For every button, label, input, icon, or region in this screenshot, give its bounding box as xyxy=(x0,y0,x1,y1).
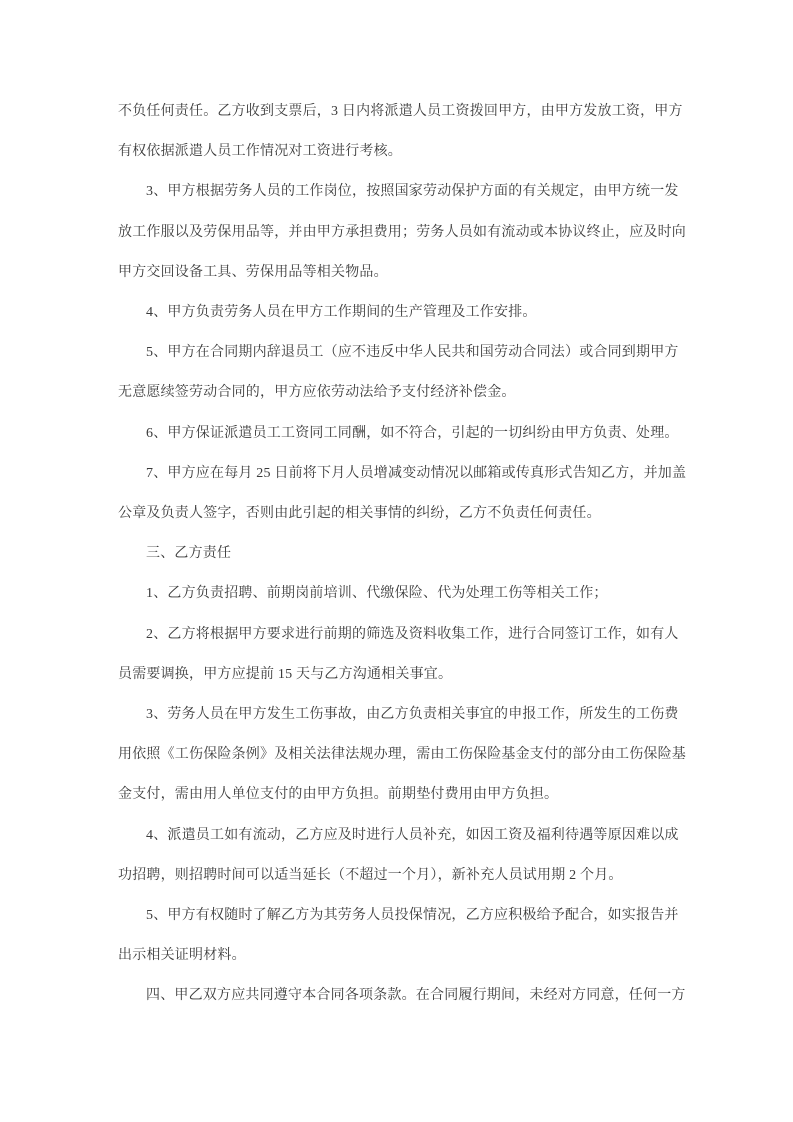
contract-text xyxy=(118,92,698,1017)
paragraph xyxy=(118,976,698,1016)
text-line: 四、甲乙双方应共同遵守本合同各项条款。在合同履行期间，未经对方同意，任何一方 xyxy=(146,988,686,1004)
text-line: 2、乙方将根据甲方要求进行前期的筛选及资料收集工作，进行合同签订工作，如有人 xyxy=(146,626,679,642)
text-line: 出示相关证明材料。 xyxy=(118,948,246,964)
paragraph xyxy=(118,695,698,816)
paragraph xyxy=(118,172,698,293)
text-line: 4、派遣员工如有流动，乙方应及时进行人员补充，如因工资及福利待遇等原因难以成 xyxy=(146,827,679,843)
text-line: 用依照《工伤保险条例》及相关法律法规办理，需由工伤保险基金支付的部分由工伤保险基 xyxy=(118,747,686,763)
paragraph xyxy=(118,534,698,574)
paragraph xyxy=(118,293,698,333)
text-line: 功招聘，则招聘时间可以适当延长（不超过一个月），新补充人员试用期 2 个月。 xyxy=(118,867,623,883)
text-line: 员需要调换，甲方应提前 15 天与乙方沟通相关事宜。 xyxy=(118,666,453,682)
text-line: 有权依据派遣人员工作情况对工资进行考核。 xyxy=(118,144,402,160)
paragraph xyxy=(118,896,698,976)
paragraph xyxy=(118,92,698,172)
paragraph xyxy=(118,454,698,534)
paragraph xyxy=(118,574,698,614)
text-line: 放工作服以及劳保用品等，并由甲方承担费用；劳务人员如有流动或本协议终止，应及时向 xyxy=(118,224,686,240)
text-line: 甲方交回设备工具、劳保用品等相关物品。 xyxy=(118,264,388,280)
paragraph xyxy=(118,615,698,695)
text-line: 三、乙方责任 xyxy=(146,546,232,562)
text-line: 3、劳务人员在甲方发生工伤事故，由乙方负责相关事宜的申报工作，所发生的工伤费 xyxy=(146,707,679,723)
paragraph xyxy=(118,414,698,454)
text-line: 5、甲方在合同期内辞退员工（应不违反中华人民共和国劳动合同法）或合同到期甲方 xyxy=(146,345,679,361)
paragraph xyxy=(118,333,698,413)
text-line: 5、甲方有权随时了解乙方为其劳务人员投保情况，乙方应积极给予配合，如实报告并 xyxy=(146,908,679,924)
text-line: 6、甲方保证派遣员工工资同工同酬，如不符合，引起的一切纠纷由甲方负责、处理。 xyxy=(146,425,679,441)
text-line: 3、甲方根据劳务人员的工作岗位，按照国家劳动保护方面的有关规定，由甲方统一发 xyxy=(146,184,679,200)
text-line: 7、甲方应在每月 25 日前将下月人员增减变动情况以邮箱或传真形式告知乙方，并加盖 xyxy=(146,465,687,481)
text-line: 1、乙方负责招聘、前期岗前培训、代缴保险、代为处理工伤等相关工作； xyxy=(146,586,608,602)
paragraph xyxy=(118,816,698,896)
text-line: 公章及负责人签字，否则由此引起的相关事情的纠纷，乙方不负责任何责任。 xyxy=(118,506,601,522)
text-line: 不负任何责任。乙方收到支票后，3 日内将派遣人员工资拨回甲方，由甲方发放工资，甲方 xyxy=(118,104,683,119)
text-line: 无意愿续签劳动合同的，甲方应依劳动法给予支付经济补偿金。 xyxy=(118,385,516,401)
text-line: 金支付，需由用人单位支付的由甲方负担。前期垫付费用由甲方负担。 xyxy=(118,787,559,803)
text-line: 4、甲方负责劳务人员在甲方工作期间的生产管理及工作安排。 xyxy=(146,305,537,321)
